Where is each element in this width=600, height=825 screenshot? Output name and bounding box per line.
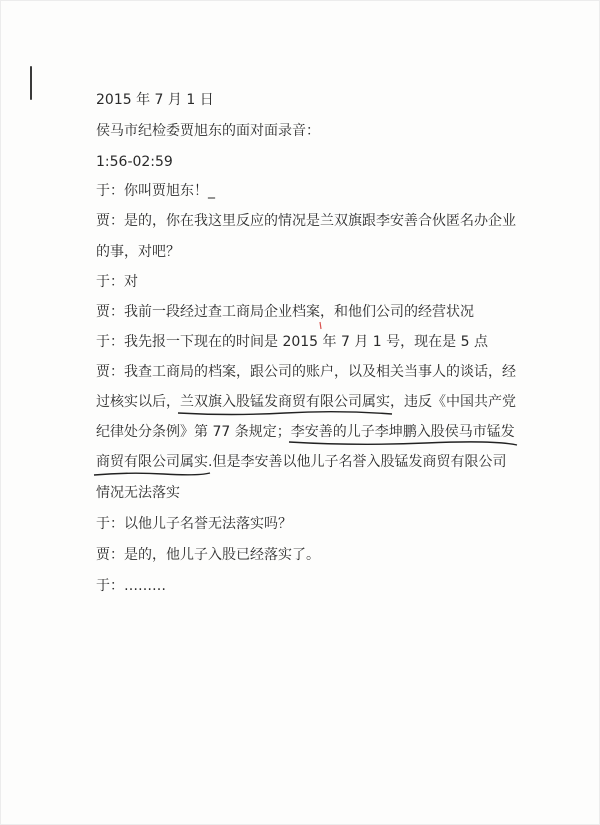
underlined-statement-1 <box>180 393 390 411</box>
document-heading: 侯马市纪检委贾旭东的面对面录音： <box>96 123 320 139</box>
underlined-statement-2b <box>96 453 208 471</box>
transcript-line-14: 于：……… <box>96 578 166 594</box>
line-8-prefix: 过核实以后， <box>96 394 180 410</box>
transcript-line-6: 于：我先报一下现在的时间是 2015 年 7 月 1 号，现在是 5 点 <box>96 334 488 350</box>
transcript-line-3: 的事，对吧？ <box>96 244 180 260</box>
underlined-statement-2a <box>291 423 515 441</box>
transcript-line-1: 于：你叫贾旭东！_ <box>96 183 215 199</box>
underlined-statement-1-text: 兰双旗入股锰发商贸有限公司属实 <box>180 394 390 410</box>
transcript-line-2: 贾：是的，你在我这里反应的情况是兰双旗跟李安善合伙匿名办企业 <box>96 213 516 229</box>
transcript-line-13: 贾：是的，他儿子入股已经落实了。 <box>96 547 320 563</box>
underlined-statement-2b-text: 商贸有限公司属实 <box>96 454 208 470</box>
document-date: 2015 年 7 月 1 日 <box>96 92 214 108</box>
line-8-suffix: ，违反《中国共产党 <box>390 394 516 410</box>
transcript-line-7: 贾：我查工商局的档案，跟公司的账户，以及相关当事人的谈话，经 <box>96 364 516 380</box>
transcript-line-12: 于：以他儿子名誉无法落实吗？ <box>96 516 292 532</box>
transcript-line-5: 贾：我前一段经过查工商局企业档案，和他们公司的经营状况 <box>96 304 474 320</box>
transcript-line-8 <box>96 393 516 411</box>
transcript-line-4: 于：对 <box>96 274 138 290</box>
red-pen-tick <box>318 321 324 331</box>
underlined-statement-2a-text: 李安善的儿子李坤鹏入股侯马市锰发 <box>290 424 515 440</box>
hand-underline-1 <box>178 410 392 418</box>
hand-underline-2b <box>94 470 210 478</box>
transcript-line-9 <box>96 423 515 441</box>
transcript-line-10 <box>96 453 506 471</box>
line-9-prefix: 纪律处分条例》第 77 条规定； <box>96 424 291 440</box>
margin-pen-mark <box>30 66 32 100</box>
recording-time-range: 1:56-02:59 <box>96 154 173 170</box>
transcript-line-11: 情况无法落实 <box>96 485 180 501</box>
hand-underline-2a <box>289 440 517 448</box>
line-10-suffix: .但是李安善以他儿子名誉入股锰发商贸有限公司 <box>208 454 507 470</box>
